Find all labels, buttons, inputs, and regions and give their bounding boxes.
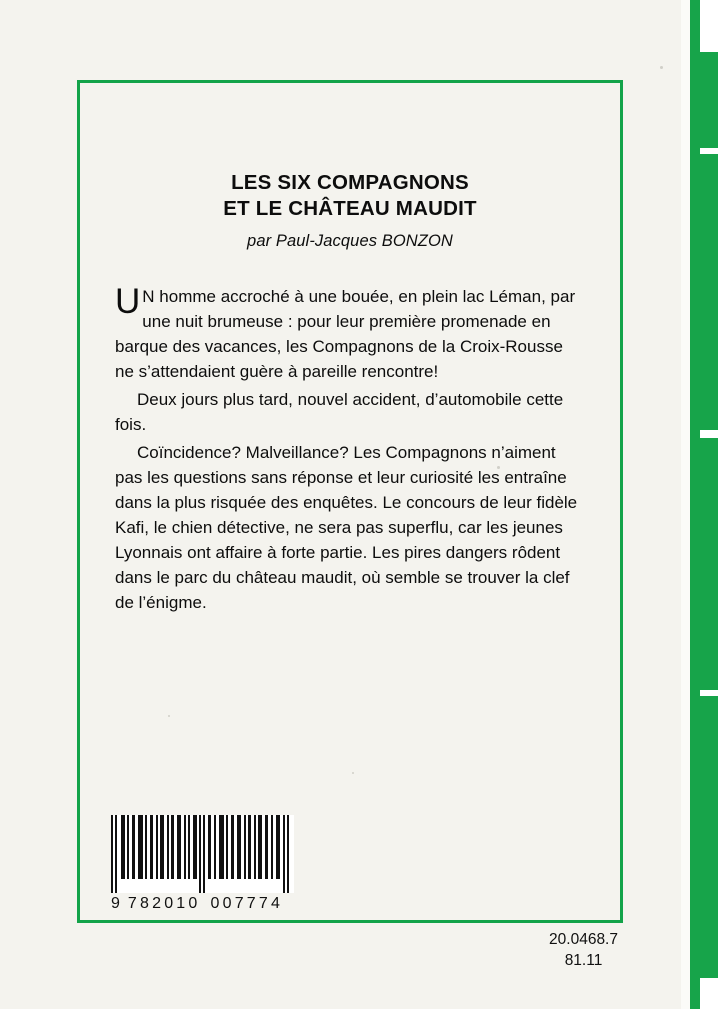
spine-notch bbox=[700, 430, 718, 438]
catalog-codes bbox=[549, 930, 618, 972]
barcode-bars bbox=[111, 815, 294, 893]
cover-text-block bbox=[115, 170, 585, 616]
blurb-paragraph-1-text: N homme accroché à une bouée, en plein lac Léman, par une nuit brumeuse : pour leur première promenade en barque des vacances, les Compagnons de la Croix-Rousse ne s’attendaient guère à pareille rencontre! bbox=[115, 287, 576, 382]
spine-notch bbox=[700, 978, 718, 1009]
book-spine-strip bbox=[690, 0, 718, 1009]
blurb-paragraph-3: Coïncidence? Malveillance? Les Compagnons n’aiment pas les questions sans réponse et leur curiosité les entraîne dans la plus risquée des enquêtes. Le concours de leur fidèle Kafi, le chien détective, ne sera pas superflu, car les jeunes Lyonnais ont affaire à forte partie. Les pires dangers rôdent dans le parc du château maudit, où semble se trouver la clef de l’énigme. bbox=[115, 443, 578, 613]
author-line bbox=[115, 232, 585, 251]
spine-notch bbox=[700, 690, 718, 696]
author-prefix: par bbox=[247, 232, 272, 251]
page-title bbox=[115, 170, 585, 222]
blurb-paragraph-2: Deux jours plus tard, nouvel accident, d’automobile cette fois. bbox=[115, 390, 564, 435]
blurb-text bbox=[115, 282, 585, 616]
barcode-lead-digit: 9 bbox=[111, 895, 121, 912]
barcode-digits bbox=[111, 895, 296, 913]
spine-notch bbox=[700, 0, 718, 52]
spine-notch bbox=[700, 148, 718, 154]
blurb-paragraph-1 bbox=[115, 282, 585, 385]
catalog-code-line-2: 81.11 bbox=[564, 951, 603, 969]
author-name: Paul-Jacques BONZON bbox=[275, 232, 453, 251]
barcode-group-1: 782010 bbox=[127, 895, 201, 912]
cover-gutter bbox=[681, 0, 690, 1009]
barcode bbox=[111, 815, 296, 913]
title-line-1: LES SIX COMPAGNONS bbox=[231, 171, 469, 194]
catalog-code-line-1: 20.0468.7 bbox=[549, 931, 618, 948]
title-line-2: ET LE CHÂTEAU MAUDIT bbox=[223, 197, 477, 221]
drop-cap: U bbox=[115, 282, 141, 322]
barcode-group-2: 007774 bbox=[210, 895, 284, 912]
paper-speck bbox=[660, 66, 663, 69]
